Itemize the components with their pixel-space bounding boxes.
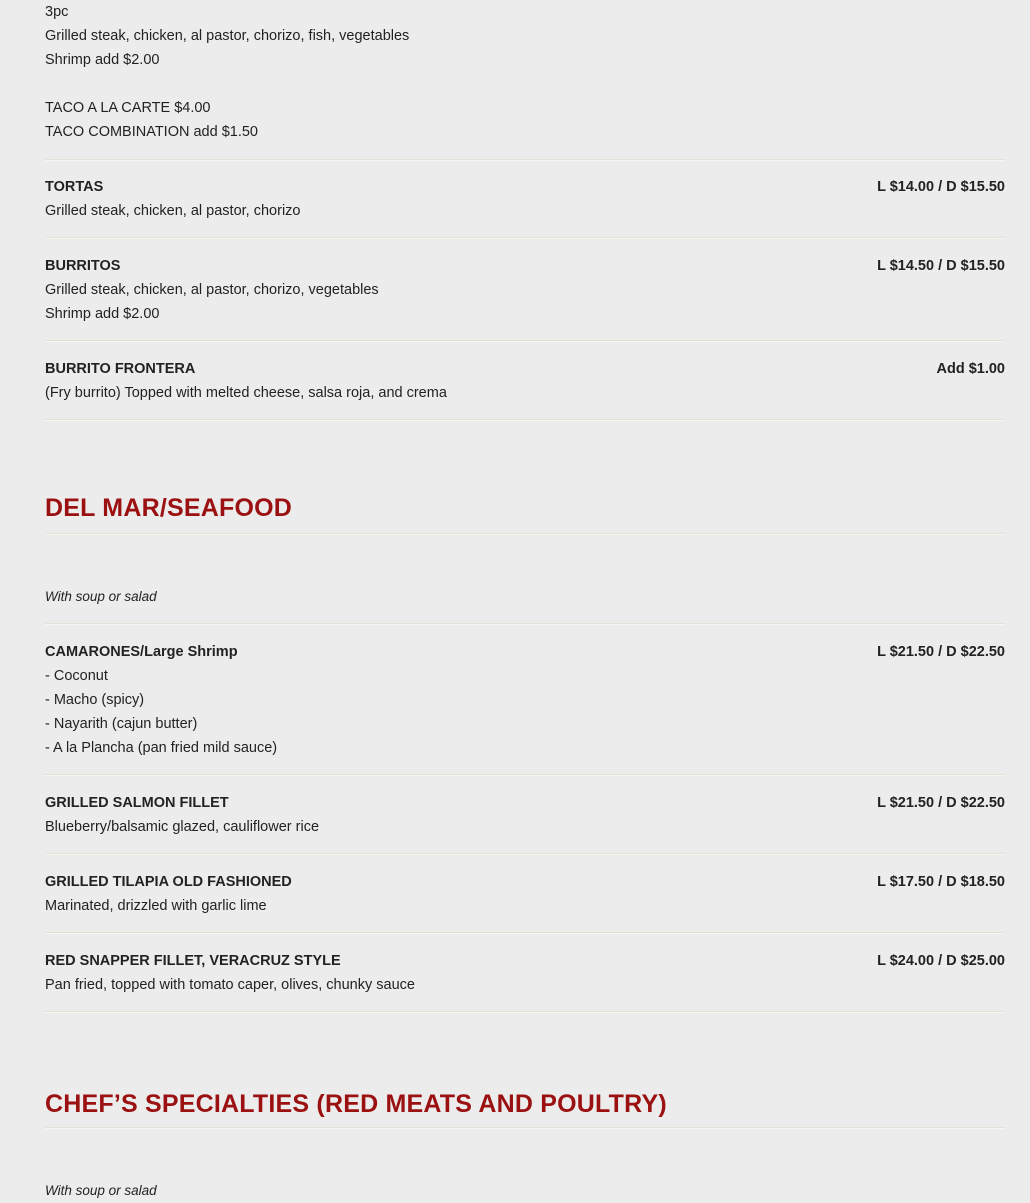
item-description: Grilled steak, chicken, al pastor, chorizo, vegetables [45,282,379,298]
menu-item-seafood [45,640,1005,760]
taco-fillings: Grilled steak, chicken, al pastor, chorizo, fish, vegetables [45,28,410,44]
item-name: BURRITO FRONTERA [45,361,196,377]
menu-item-seafood [45,791,1005,839]
item-description: Pan fried, topped with tomato caper, olives, chunky sauce [45,977,415,993]
menu-item-seafood [45,949,1005,997]
section-title-seafood: DEL MAR/SEAFOOD [45,494,292,522]
item-price: L $14.00 / D $15.50 [877,179,1005,195]
section-note: With soup or salad [45,589,157,604]
taco-shrimp-addon: Shrimp add $2.00 [45,52,160,68]
taco-a-la-carte: TACO A LA CARTE $4.00 [45,100,211,116]
item-name: GRILLED TILAPIA OLD FASHIONED [45,874,292,890]
taco-combination: TACO COMBINATION add $1.50 [45,124,258,140]
item-description: - Nayarith (cajun butter) [45,716,198,732]
menu-item-burritos [45,254,1005,326]
menu-item-seafood [45,870,1005,918]
menu-item-burrito-frontera [45,357,1005,405]
item-price: L $14.50 / D $15.50 [877,258,1005,274]
item-addon: Shrimp add $2.00 [45,306,160,322]
taco-pieces: 3pc [45,4,69,20]
item-description: Blueberry/balsamic glazed, cauliflower rice [45,819,320,835]
section-note: With soup or salad [45,1183,157,1198]
tacos-continuation [45,0,1005,144]
item-description: - Coconut [45,668,108,684]
item-description: Marinated, drizzled with garlic lime [45,898,267,914]
item-price: L $21.50 / D $22.50 [877,644,1005,660]
item-description: Grilled steak, chicken, al pastor, chorizo [45,203,301,219]
item-price: Add $1.00 [936,361,1005,377]
item-name: GRILLED SALMON FILLET [45,795,229,811]
item-price: L $21.50 / D $22.50 [877,795,1005,811]
menu-item-tortas [45,175,1005,223]
section-title-chef-specialties: CHEF’S SPECIALTIES (RED MEATS AND POULTRY) [45,1090,667,1118]
item-name: RED SNAPPER FILLET, VERACRUZ STYLE [45,953,341,969]
item-price: L $17.50 / D $18.50 [877,874,1005,890]
item-name: CAMARONES/Large Shrimp [45,644,238,660]
menu-page [45,0,1005,1203]
item-name: BURRITOS [45,258,121,274]
item-description: - A la Plancha (pan fried mild sauce) [45,740,278,756]
item-name: TORTAS [45,179,104,195]
item-description: - Macho (spicy) [45,692,145,708]
seafood-items [45,640,1005,1012]
item-price: L $24.00 / D $25.00 [877,953,1005,969]
item-description: (Fry burrito) Topped with melted cheese, salsa roja, and crema [45,385,447,401]
